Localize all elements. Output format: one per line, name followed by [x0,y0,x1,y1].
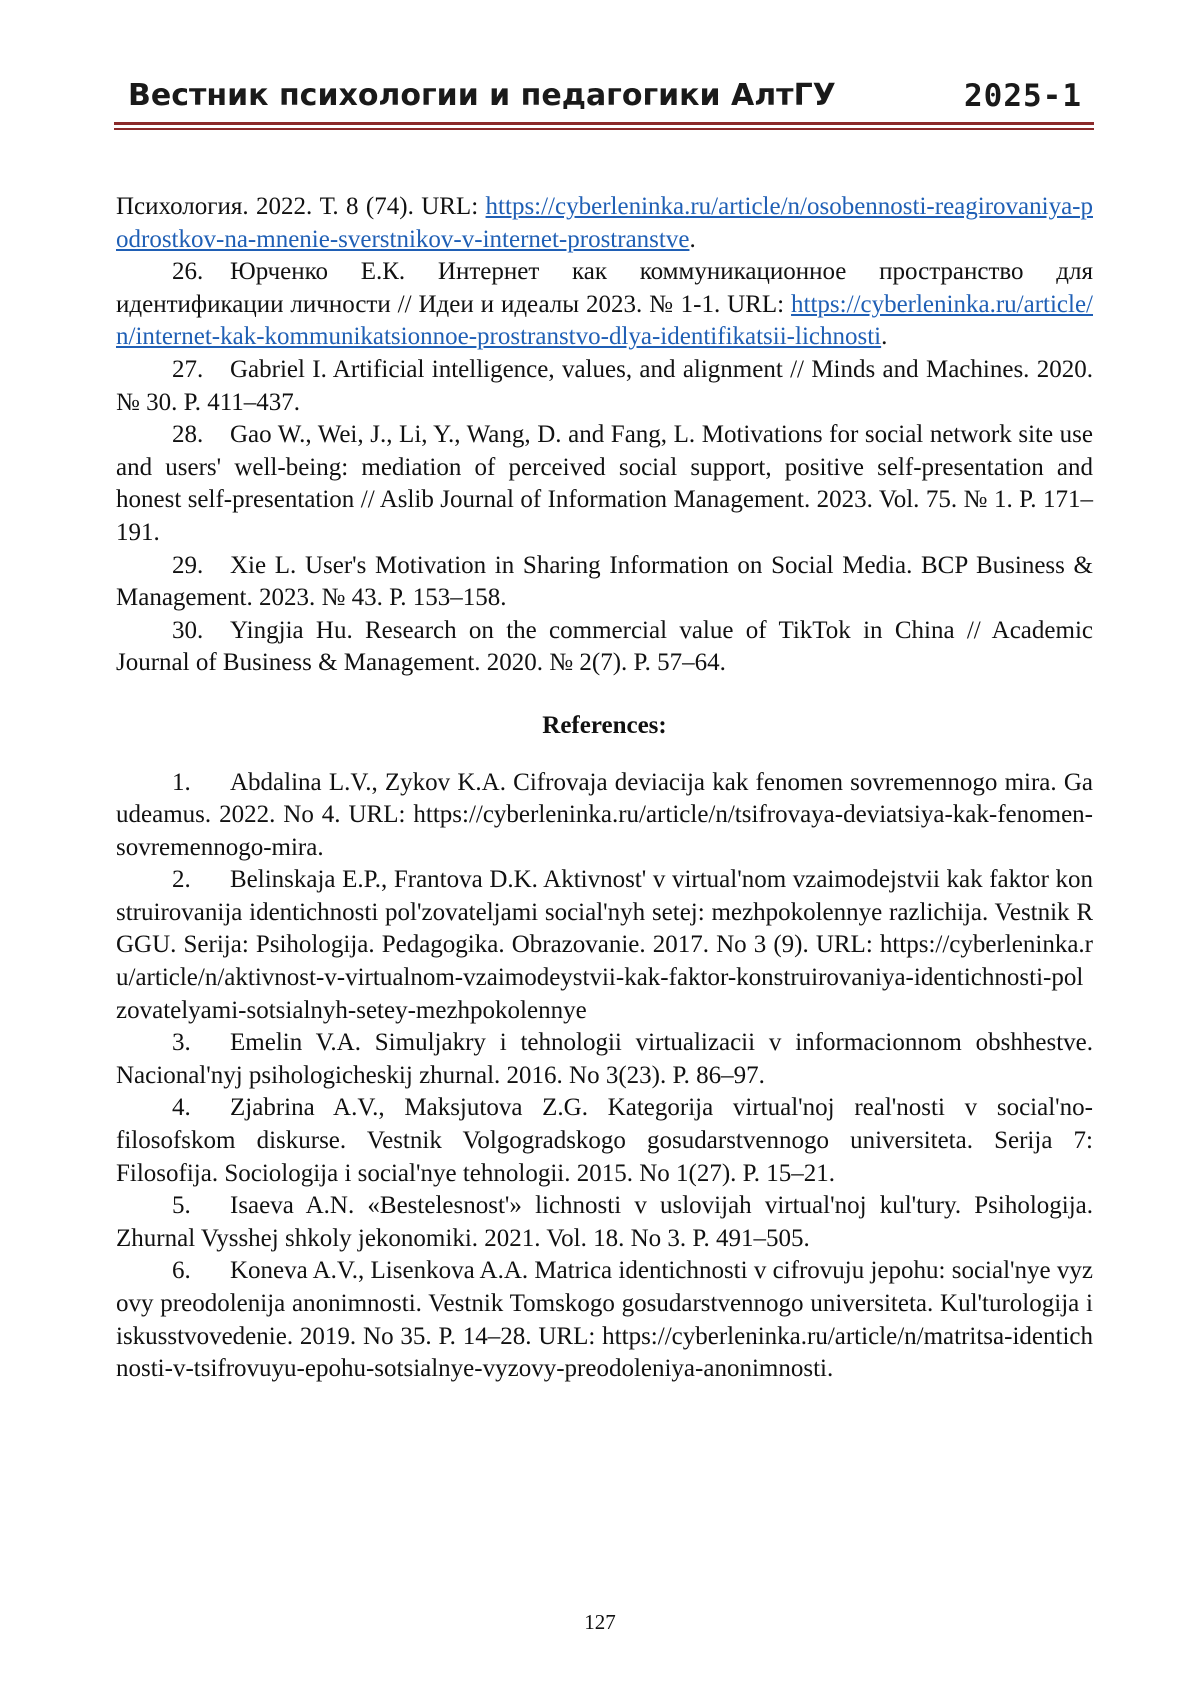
item-number: 1. [172,767,230,800]
reference-item: 4. Zjabrina A.V., Maksjutova Z.G. Kategorija virtual'noj real'nosti v social'no-filosofskom diskurse. Vestnik Volgogradskogo gosudarstvennogo universiteta. Serija 7: Filosofija. Sociologija i social'nye tehnologii. 2015. No 1(27). P. 15–21. [116,1092,1093,1190]
item-number: 27. [172,354,230,387]
item-number: 3. [172,1027,230,1060]
journal-title: Вестник психологии и педагогики АлтГУ [128,78,836,113]
reference-link[interactable]: https://cyberleninka.ru/article/n/osobennosti-reagirovaniya-podrostkov-na-mnenie-sverstnikov-v-internet-prostranstve [116,193,1093,253]
bibliography-item: 28. Gao W., Wei, J., Li, Y., Wang, D. and Fang, L. Motivations for social network site use and users' well-being: mediation of perceived social support, positive self-presentation and honest self-presentation // Aslib Journal of Information Management. 2023. Vol. 75. № 1. P. 171–191. [116,419,1093,549]
continued-reference: Психология. 2022. Т. 8 (74). URL: https://cyberleninka.ru/article/n/osobennosti-reagirovaniya-podrostkov-na-mnenie-sverstnikov-v-internet-prostranstve. [116,191,1093,256]
reference-item: 6. Koneva A.V., Lisenkova A.A. Matrica identichnosti v cifrovuju jepohu: social'nye vyzovy preodolenija anonimnosti. Vestnik Tomskogo gosudarstvennogo universiteta. Kul'turologija i iskusstvovedenie. 2019. No 35. P. 14–28. URL: https://cyberleninka.ru/article/n/matritsa-identichnosti-v-tsifrovuyu-epohu-sotsialnye-vyzovy-preodoleniya-anonimnosti. [116,1255,1093,1385]
bibliography-item: 26. Юрченко Е.К. Интернет как коммуникационное пространство для идентификации личности // Идеи и идеалы 2023. № 1-1. URL: https://cyberleninka.ru/article/n/internet-kak-kommunikatsionnoe-prostranstvo-dlya-identifikatsii-lichnosti. [116,256,1093,354]
header-rule-thin [114,128,1094,130]
reference-item: 5. Isaeva A.N. «Bestelesnost'» lichnosti v uslovijah virtual'noj kul'tury. Psihologija. Zhurnal Vysshej shkoly jekonomiki. 2021. Vol. 18. No 3. P. 491–505. [116,1190,1093,1255]
issue-number: 2025-1 [964,78,1082,114]
page-number: 127 [0,1610,1200,1635]
page-header [114,70,1094,130]
reference-item: 3. Emelin V.A. Simuljakry i tehnologii virtualizacii v informacionnom obshhestve. Nacional'nyj psihologicheskij zhurnal. 2016. No 3(23). P. 86–97. [116,1027,1093,1092]
item-number: 30. [172,615,230,648]
item-number: 6. [172,1255,230,1288]
header-rule-thick [114,122,1094,125]
item-number: 29. [172,550,230,583]
references-heading: References: [116,710,1093,743]
bibliography-item: 30. Yingjia Hu. Research on the commercial value of TikTok in China // Academic Journal of Business & Management. 2020. № 2(7). P. 57–64. [116,615,1093,680]
reference-item: 1. Abdalina L.V., Zykov K.A. Cifrovaja deviacija kak fenomen sovremennogo mira. Gaudeamus. 2022. No 4. URL: https://cyberleninka.ru/article/n/tsifrovaya-deviatsiya-kak-fenomen-sovremennogo-mira. [116,767,1093,865]
bibliography-item: 27. Gabriel I. Artificial intelligence, values, and alignment // Minds and Machines. 2020. № 30. P. 411–437. [116,354,1093,419]
item-number: 5. [172,1190,230,1223]
reference-item: 2. Belinskaja E.P., Frantova D.K. Aktivnost' v virtual'nom vzaimodejstvii kak faktor konstruirovanija identichnosti pol'zovateljami social'nyh setej: mezhpokolennye razlichija. Vestnik RGGU. Serija: Psihologija. Pedagogika. Obrazovanie. 2017. No 3 (9). URL: https://cyberleninka.ru/article/n/aktivnost-v-virtualnom-vzaimodeystvii-kak-faktor-konstruirovaniya-identichnosti-polzovatelyami-sotsialnyh-setey-mezhpokolennye [116,864,1093,1027]
bibliography-item: 29. Xie L. User's Motivation in Sharing Information on Social Media. BCP Business & Management. 2023. № 43. P. 153–158. [116,550,1093,615]
item-number: 2. [172,864,230,897]
item-number: 28. [172,419,230,452]
item-number: 26. [172,256,230,289]
page-content [116,191,1093,1386]
reference-link[interactable]: https://cyberleninka.ru/article/n/internet-kak-kommunikatsionnoe-prostranstvo-dlya-identifikatsii-lichnosti [116,291,1093,351]
item-number: 4. [172,1092,230,1125]
